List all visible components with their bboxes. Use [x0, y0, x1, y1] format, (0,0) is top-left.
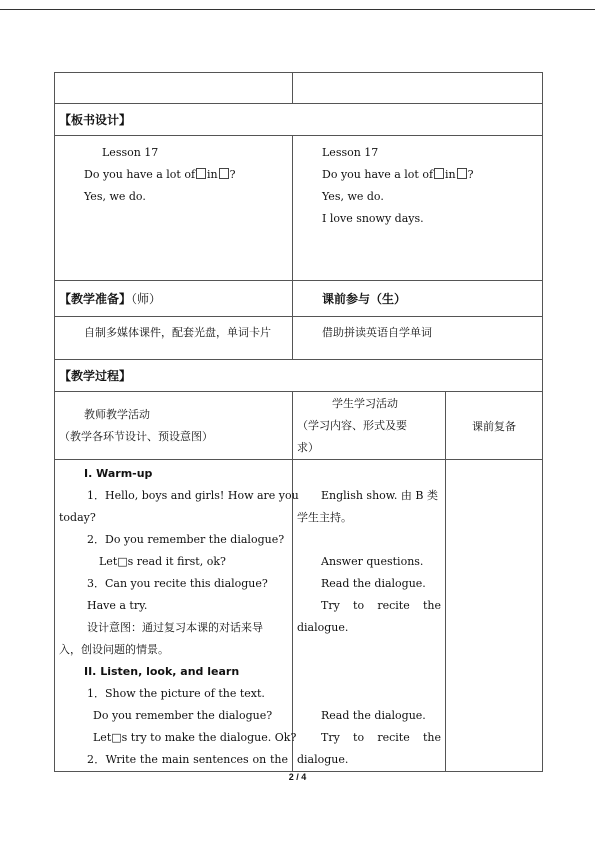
board-left-lesson: Lesson 17 — [102, 146, 159, 159]
teacher-line: 设计意图：通过复习本课的对话来导 — [87, 621, 263, 634]
student-line: Read the dialogue. — [321, 577, 426, 590]
lesson-plan-table — [54, 72, 543, 772]
student-prep-title: 课前参与（生） — [293, 281, 543, 317]
review-header: 课前复备 — [446, 392, 543, 460]
student-prep-text: 借助拼读英语自学单词 — [293, 317, 543, 360]
section-listen-look-learn: II. Listen, look, and learn — [84, 665, 240, 678]
blank-box — [434, 168, 444, 179]
blank-box — [457, 168, 467, 179]
board-right-answer: Yes, we do. — [322, 190, 384, 203]
teacher-prep-title: 【教学准备】（师） — [55, 281, 293, 317]
student-line: Try to recite the — [321, 731, 441, 744]
student-line: English show. 由 B 类 — [321, 489, 438, 502]
board-design-title: 【板书设计】 — [55, 104, 543, 136]
teacher-activity-cell — [55, 460, 299, 772]
student-activity-cell — [293, 460, 446, 772]
review-cell — [446, 460, 543, 772]
board-left-question: Do you have a lot of in ? — [84, 168, 236, 181]
blank-row — [55, 73, 543, 104]
teacher-line: 入，创设问题的情景。 — [59, 643, 169, 656]
teacher-line: Have a try. — [87, 599, 148, 612]
section-warm-up: I. Warm-up — [84, 467, 153, 480]
teacher-line: today? — [59, 511, 96, 524]
process-title: 【教学过程】 — [55, 360, 543, 392]
student-line: Try to recite the — [321, 599, 441, 612]
board-design-right — [293, 136, 543, 281]
board-left-answer: Yes, we do. — [84, 190, 146, 203]
teacher-line: Do you remember the dialogue? — [93, 709, 273, 722]
student-line: Answer questions. — [321, 555, 424, 568]
teacher-line: 3．Can you recite this dialogue? — [87, 577, 268, 590]
teacher-line: 2．Write the main sentences on the — [87, 753, 288, 766]
student-line — [297, 661, 441, 683]
teacher-line: 2．Do you remember the dialogue? — [87, 533, 285, 546]
student-line: dialogue. — [297, 621, 349, 634]
board-right-extra: I love snowy days. — [322, 212, 424, 225]
student-line — [297, 683, 441, 705]
blank-box — [196, 168, 206, 179]
board-design-left — [55, 136, 293, 281]
student-line — [297, 463, 441, 485]
teacher-line: Let□s read it first, ok? — [99, 555, 226, 568]
teacher-line: Let□s try to make the dialogue. Ok? — [93, 731, 297, 744]
student-line: dialogue. — [297, 753, 349, 766]
teacher-line: 1．Hello, boys and girls! How are you — [87, 489, 299, 502]
board-right-lesson: Lesson 17 — [322, 146, 379, 159]
blank-cell-right — [293, 73, 543, 104]
header-rule — [0, 9, 595, 10]
student-line: 学生主持。 — [297, 511, 352, 524]
teacher-prep-text: 自制多媒体课件，配套光盘，单词卡片 — [55, 317, 293, 360]
blank-box — [219, 168, 229, 179]
student-line — [297, 529, 441, 551]
blank-cell-left — [55, 73, 293, 104]
student-activity-header: 学生学习活动 （学习内容、形式及要 求） — [293, 392, 446, 460]
teacher-line: 1．Show the picture of the text. — [87, 687, 265, 700]
student-line: Read the dialogue. — [321, 709, 426, 722]
board-right-question: Do you have a lot of in ? — [322, 168, 474, 181]
page-number: 2 / 4 — [288, 772, 307, 782]
teacher-activity-header: 教师教学活动 （教学各环节设计、预设意图） — [55, 392, 293, 460]
student-line — [297, 639, 441, 661]
